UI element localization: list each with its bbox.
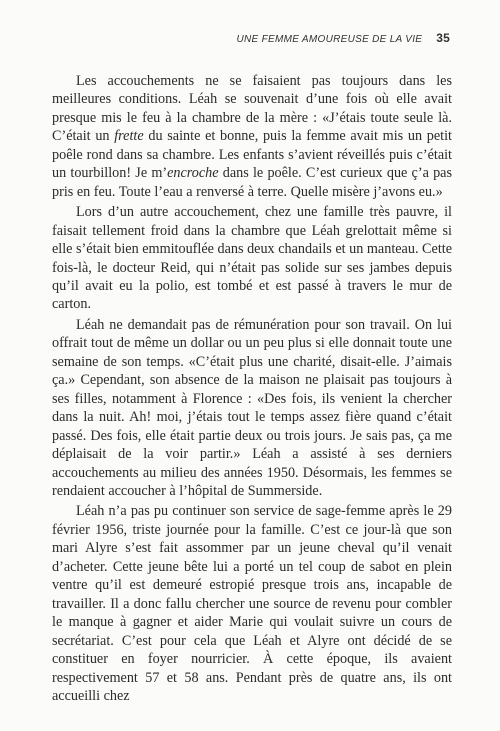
text-segment: Léah ne demandait pas de rémunération pour son travail. On lui offrait tout de même un dollar ou un peu plus si elle donnait toute une semaine de son temps. «C’était plus une charité, disait-elle. J’aimais ça.» Cependant, son absence de la maison ne plaisait pas toujours à ses filles, notamment à Florence : «Des fois, ils venient la chercher dans la nuit. Ah! moi, j’étais tout le temps assez fière quand c’était passé. Des fois, elle était partie deux ou trois jours. Je sais pas, ça me déplaisait de la voir partir.» Léah a assisté à ses derniers accouchements au milieu des années 1950. Désormais, les femmes se rendaient accoucher à l’hôpital de Summerside. bbox=[52, 316, 452, 499]
body-text bbox=[52, 72, 452, 705]
italic-term: encroche bbox=[167, 165, 219, 182]
text-segment: Léah n’a pas pu continuer son service de sage-femme après le 29 février 1956, triste journée pour la famille. C’est ce jour-là que son mari Alyre s’est fait assommer par un jeune cheval qu’il venait d’acheter. Cette jeune bête lui a porté un tel coup de sabot en plein ventre qu’il est demeuré estropié presque trois ans, incapable de travailler. Il a donc fallu chercher une source de revenu pour combler le manque à gagner et aider Marie qui voulait suivre un cours de secrétariat. C’est pour cela que Léah et Alyre ont décidé de se constituer en foyer nourricier. À cette époque, ils avaient respectivement 57 et 58 ans. Pendant près de quatre ans, ils ont accueilli chez bbox=[52, 503, 452, 704]
text-segment: du sainte et bonne, puis la femme avait mis un petit poêle rond dans sa chambre. Les enfants s’avient réveillés puis c’était un tourbillon! Je m’ bbox=[52, 128, 452, 182]
running-title: UNE FEMME AMOUREUSE DE LA VIE bbox=[236, 34, 423, 45]
running-header bbox=[236, 31, 450, 45]
paragraph bbox=[52, 502, 452, 705]
page-number: 35 bbox=[436, 31, 450, 45]
text-segment: dans le poêle. C’est curieux que ç’a pas pris en feu. Toute l’eau a renversé à terre. Quelle misère j’avons eu.» bbox=[52, 165, 452, 200]
italic-term: frette bbox=[114, 128, 144, 145]
paragraph bbox=[52, 203, 452, 314]
text-segment: Les accouchements ne se faisaient pas toujours dans les meilleures conditions. Léah se souvenait d’une fois où elle avait presque mis le feu à la chambre de la mère : «J’étais toute seule là. C’était un bbox=[52, 73, 452, 145]
paragraph bbox=[52, 72, 452, 201]
paragraph bbox=[52, 316, 452, 501]
text-segment: Lors d’un autre accouchement, chez une famille très pauvre, il faisait tellement froid dans la chambre que Léah grelottait même si elle s’était bien emmitouflée dans deux chandails et un manteau. Cette fois-là, le docteur Reid, qui n’était pas solide sur ses jambes depuis qu’il avait eu la polio, est tombé et est passé à travers le mur de carton. bbox=[52, 204, 452, 313]
